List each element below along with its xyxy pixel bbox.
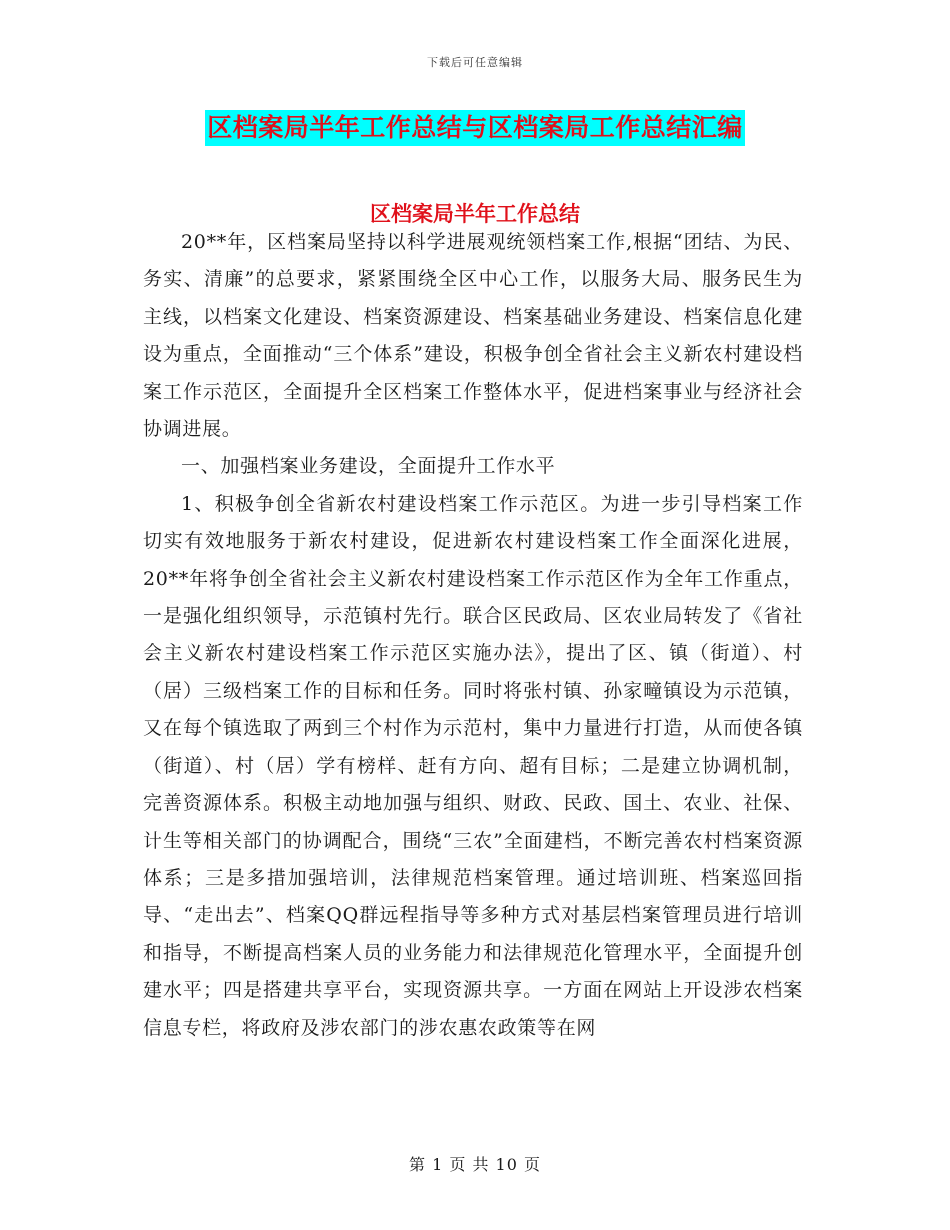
main-title: 区档案局半年工作总结与区档案局工作总结汇编 — [205, 110, 745, 146]
paragraph-item-1: 1、积极争创全省新农村建设档案工作示范区。为进一步引导档案工作切实有效地服务于新农村建设，促进新农村建设档案工作全面深化进展，20**年将争创全省社会主义新农村建设档案工作示范区作为全年工作重点，一是强化组织领导，示范镇村先行。联合区民政局、区农业局转发了《省社会主义新农村建设档案工作示范区实施办法》，提出了区、镇（街道）、村（居）三级档案工作的目标和任务。同时将张村镇、孙家疃镇设为示范镇，又在每个镇选取了两到三个村作为示范村，集中力量进行打造，从而使各镇（街道）、村（居）学有榜样、赶有方向、超有目标；二是建立协调机制，完善资源体系。积极主动地加强与组织、财政、民政、国土、农业、社保、计生等相关部门的协调配合，围绕“三农”全面建档，不断完善农村档案资源体系；三是多措加强培训，法律规范档案管理。通过培训班、档案巡回指导、“走出去”、档案QQ群远程指导等多种方式对基层档案管理员进行培训和指导，不断提高档案人员的业务能力和法律规范化管理水平，全面提升创建水平；四是搭建共享平台，实现资源共享。一方面在网站上开设涉农档案信息专栏，将政府及涉农部门的涉农惠农政策等在网 — [143, 492, 803, 1039]
document-body — [143, 224, 803, 1047]
paragraph-heading-1: 一、加强档案业务建设，全面提升工作水平 — [181, 455, 556, 478]
section-title: 区档案局半年工作总结 — [370, 202, 580, 226]
header-note: 下载后可任意编辑 — [427, 56, 523, 69]
paragraph-intro: 20**年，区档案局坚持以科学进展观统领档案工作,根据“团结、为民、务实、清廉”的总要求，紧紧围绕全区中心工作，以服务大局、服务民生为主线，以档案文化建设、档案资源建设、档案基础业务建设、档案信息化建设为重点，全面推动“三个体系”建设，积极争创全省社会主义新农村建设档案工作示范区，全面提升全区档案工作整体水平，促进档案事业与经济社会协调进展。 — [143, 231, 803, 441]
page-footer: 第 1 页 共 10 页 — [409, 1155, 541, 1174]
main-title-container — [0, 110, 950, 146]
